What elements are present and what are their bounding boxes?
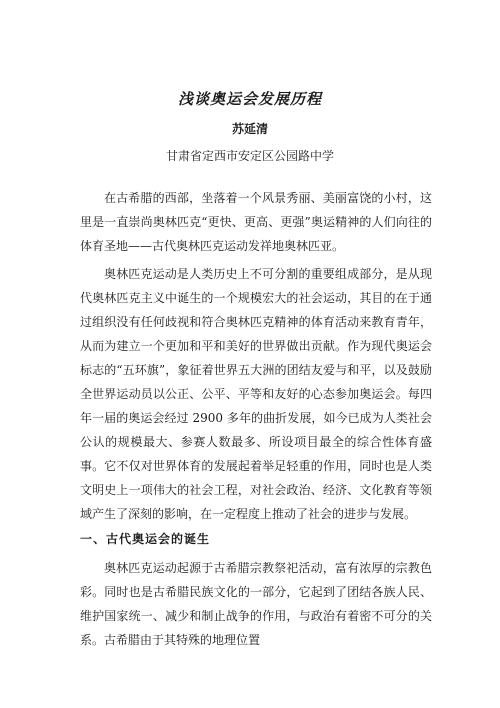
- document-title: 浅谈奥运会发展历程: [177, 90, 322, 108]
- paragraph-text: 奥林匹克运动起源于古希腊宗教祭祀活动，富有浓厚的宗教色彩。同时也是古希腊民族文化的一部分，它起到了团结各族人民、维护国家统一、减少和制止战争的作用，与政治有着密不可分的关系。古希腊由于其特殊的地理位置: [80, 561, 432, 647]
- paragraph-text: 奥林匹克运动是人类历史上不可分割的重要组成部分，是从现代奥林匹克主义中诞生的一个规模宏大的社会运动，其目的在于通过组织没有任何歧视和符合奥林匹克精神的体育活动来教育青年，从而为建立一个更加和平和美好的世界做出贡献。作为现代奥运会标志的“五环旗”，象征着世界五大洲的团结友爱与和平，以及鼓励全世界运动员以公正、公平、平等和友好的心态参加奥运会。每四年一届的奥运会经过 2900 多年的曲折发展，如今已成为人类社会公认的规模最大、参赛人数最多、所设项目最全的综合性体育盛事。它不仅对世界体育的发展起着举足轻重的作用，同时也是人类文明史上一项伟大的社会工程，对社会政治、经济、文化教育等领域产生了深刻的影响，在一定程度上推动了社会的进步与发展。: [80, 267, 432, 521]
- paragraph-text: 在古希腊的西部，坐落着一个风景秀丽、美丽富饶的小村，这里是一直崇尚奥林匹克“更快、更高、更强”奥运精神的人们向往的体育圣地——古代奥林匹克运动发祥地奥林匹亚。: [80, 191, 432, 253]
- author-name: 苏延清: [231, 122, 268, 136]
- section-heading: 一、古代奥运会的诞生: [80, 532, 211, 546]
- author-affiliation: 甘肃省定西市安定区公园路中学: [165, 149, 334, 163]
- body-paragraph: [80, 262, 432, 526]
- intro-paragraph: [80, 186, 432, 258]
- section-paragraph: [80, 556, 432, 652]
